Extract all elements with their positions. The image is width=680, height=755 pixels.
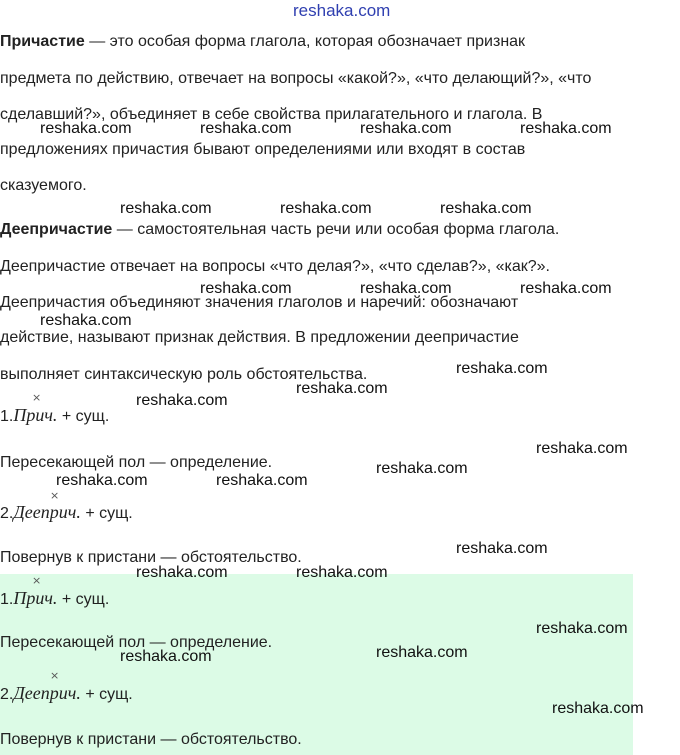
watermark-top: reshaka.com <box>293 1 391 20</box>
watermark: reshaka.com <box>520 280 612 297</box>
cross-mark-icon: × <box>32 391 42 404</box>
cross-mark-icon: × <box>50 489 60 502</box>
watermark: reshaka.com <box>216 472 308 489</box>
watermark: reshaka.com <box>360 280 452 297</box>
watermark: reshaka.com <box>120 648 212 665</box>
watermark: reshaka.com <box>56 472 148 489</box>
participle-definition-line-1 <box>0 32 525 52</box>
gerund-abbreviation: Дееприч. <box>13 683 81 703</box>
participle-definition-text: — это особая форма глагола, которая обозначает признак <box>84 33 526 50</box>
gerund-definition-line-5: выполняет синтаксическую роль обстоятельства. <box>0 366 368 383</box>
participle-definition-line-4: предложениях причастия бывают определениями или входят в состав <box>0 141 526 158</box>
cross-mark-icon: × <box>50 669 60 682</box>
watermark: reshaka.com <box>200 120 292 137</box>
gerund-definition-text: — самостоятельная часть речи или особая форма глагола. <box>112 221 560 238</box>
scheme-participle-example: Пересекающей пол — определение. <box>0 454 273 471</box>
watermark: reshaka.com <box>120 200 212 217</box>
watermark: reshaka.com <box>296 380 388 397</box>
cross-mark-icon: × <box>32 574 42 587</box>
scheme-number: 2. <box>0 686 14 703</box>
scheme-gerund <box>0 502 133 524</box>
participle-abbreviation: Прич. <box>13 588 58 608</box>
scheme-number: 1. <box>0 591 14 608</box>
scheme-number: 1. <box>0 408 14 425</box>
watermark: reshaka.com <box>536 440 628 457</box>
scheme-noun: + сущ. <box>57 591 110 608</box>
watermark: reshaka.com <box>360 120 452 137</box>
participle-definition-line-3: сделавший?», объединяет в себе свойства прилагательного и глагола. В <box>0 106 543 123</box>
watermark: reshaka.com <box>40 120 132 137</box>
watermark: reshaka.com <box>40 312 132 329</box>
gerund-definition-line-2: Деепричастие отвечает на вопросы «что делая?», «что сделав?», «как?». <box>0 258 550 275</box>
watermark: reshaka.com <box>456 360 548 377</box>
scheme-participle-highlighted <box>0 588 109 610</box>
watermark: reshaka.com <box>520 120 612 137</box>
scheme-noun: + сущ. <box>80 686 133 703</box>
scheme-number: 2. <box>0 505 14 522</box>
scheme-gerund-example: Повернув к пристани — обстоятельство. <box>0 549 302 566</box>
watermark: reshaka.com <box>552 700 644 717</box>
watermark: reshaka.com <box>136 392 228 409</box>
scheme-participle <box>0 405 109 427</box>
gerund-definition-line-4: действие, называют признак действия. В предложении деепричастие <box>0 329 519 346</box>
watermark: reshaka.com <box>200 280 292 297</box>
participle-abbreviation: Прич. <box>13 405 58 425</box>
scheme-participle-example-highlighted: Пересекающей пол — определение. <box>0 634 273 651</box>
watermark: reshaka.com <box>376 644 468 661</box>
scheme-gerund-example-highlighted: Повернув к пристани — обстоятельство. <box>0 731 302 748</box>
watermark: reshaka.com <box>376 460 468 477</box>
scheme-noun: + сущ. <box>80 505 133 522</box>
watermark: reshaka.com <box>440 200 532 217</box>
watermark: reshaka.com <box>536 620 628 637</box>
gerund-definition-line-1 <box>0 220 559 240</box>
watermark: reshaka.com <box>456 540 548 557</box>
participle-definition-line-2: предмета по действию, отвечает на вопросы «какой?», «что делающий?», «что <box>0 70 592 87</box>
watermark: reshaka.com <box>296 564 388 581</box>
gerund-definition-line-3: Деепричастия объединяют значения глаголов и наречий: обозначают <box>0 294 519 311</box>
gerund-term: Деепричастие <box>0 221 113 238</box>
scheme-gerund-highlighted <box>0 683 133 705</box>
scheme-noun: + сущ. <box>57 408 110 425</box>
watermark: reshaka.com <box>136 564 228 581</box>
participle-definition-line-5: сказуемого. <box>0 177 87 194</box>
participle-term: Причастие <box>0 33 85 50</box>
watermark: reshaka.com <box>280 200 372 217</box>
gerund-abbreviation: Дееприч. <box>13 502 81 522</box>
